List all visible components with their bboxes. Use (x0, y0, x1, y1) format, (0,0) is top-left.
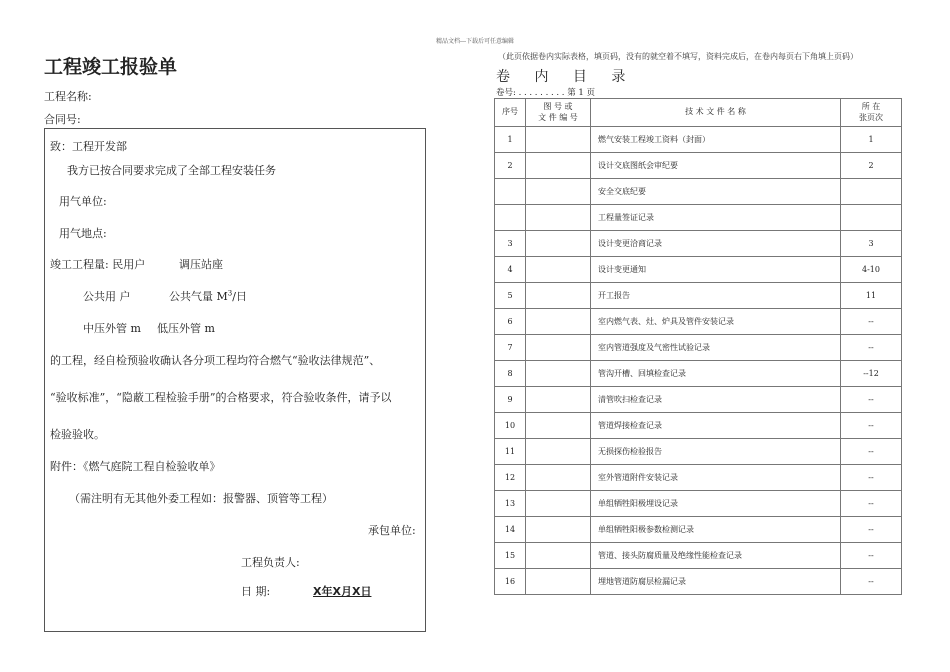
remark-line: （需注明有无其他外委工程如：报警器、顶管等工程） (69, 492, 333, 505)
row-doc-number (526, 205, 591, 231)
row-page: -- (841, 335, 902, 361)
gas-location-label: 用气地点: (59, 227, 107, 240)
row-doc-name: 安全交底纪要 (591, 179, 841, 205)
row-doc-name: 单组牺牲阳极埋设记录 (591, 491, 841, 517)
row-page: -- (841, 309, 902, 335)
toc-row (495, 127, 902, 153)
row-number: 7 (495, 335, 526, 361)
row-doc-name: 埋地管道防腐层检漏记录 (591, 569, 841, 595)
contract-no-label: 合同号: (44, 113, 81, 126)
date-value: X年X月X日 (313, 585, 372, 598)
row-doc-number (526, 569, 591, 595)
row-doc-number (526, 257, 591, 283)
row-doc-number (526, 517, 591, 543)
toc-row (495, 231, 902, 257)
public-users-label: 公共用 户 (83, 290, 131, 303)
toc-row (495, 387, 902, 413)
col-seq-header: 序号 (495, 99, 526, 127)
row-doc-name: 单组牺牲阳极参数检测记录 (591, 517, 841, 543)
row-number: 10 (495, 413, 526, 439)
row-doc-name: 室外管道附件安装记录 (591, 465, 841, 491)
toc-table (494, 98, 902, 595)
row-doc-number (526, 491, 591, 517)
row-doc-number (526, 179, 591, 205)
row-doc-number (526, 309, 591, 335)
row-doc-number (526, 387, 591, 413)
row-doc-name: 设计变更洽商记录 (591, 231, 841, 257)
row-doc-number (526, 543, 591, 569)
col-docno-header: 图 号 或 文 件 编 号 (526, 99, 591, 127)
row-page: -- (841, 569, 902, 595)
row-doc-number (526, 283, 591, 309)
row-doc-name: 管道焊接检查记录 (591, 413, 841, 439)
toc-instruction-note: （此页依据卷内实际表格，填页码，没有的就空着不填写，资料完成后，在卷内每页右下角填上页码） (498, 52, 858, 61)
regulator-station-label: 调压站座 (179, 258, 223, 271)
form-title: 工程竣工报验单 (44, 56, 178, 78)
conclusion-line-3: 检验验收。 (50, 428, 105, 441)
row-page (841, 179, 902, 205)
row-page: -- (841, 413, 902, 439)
toc-row (495, 335, 902, 361)
toc-row (495, 491, 902, 517)
toc-title: 卷 内 目 录 (496, 69, 636, 85)
conclusion-line-1: 的工程，经自检预验收确认各分项工程均符合燃气“验收法律规范”、 (50, 354, 381, 367)
row-doc-number (526, 413, 591, 439)
row-number: 6 (495, 309, 526, 335)
toc-row (495, 465, 902, 491)
row-doc-number (526, 361, 591, 387)
row-doc-number (526, 127, 591, 153)
row-page: 11 (841, 283, 902, 309)
row-doc-number (526, 439, 591, 465)
toc-header-row (495, 99, 902, 127)
row-doc-name: 开工报告 (591, 283, 841, 309)
manager-label: 工程负责人: (241, 556, 300, 569)
row-number: 5 (495, 283, 526, 309)
row-number: 3 (495, 231, 526, 257)
contractor-label: 承包单位: (368, 524, 416, 537)
row-number (495, 205, 526, 231)
row-doc-name: 室内燃气表、灶、炉具及管件安装记录 (591, 309, 841, 335)
col-page-header: 所 在 张页次 (841, 99, 902, 127)
row-number: 11 (495, 439, 526, 465)
row-page: -- (841, 439, 902, 465)
completion-statement: 我方已按合同要求完成了全部工程安装任务 (67, 164, 276, 177)
row-page: -- (841, 465, 902, 491)
row-page: --12 (841, 361, 902, 387)
gas-unit-label: 用气单位: (59, 195, 107, 208)
quantity-label: 竣工工程量: 民用户 (50, 258, 146, 271)
project-name-label: 工程名称: (44, 90, 92, 103)
conclusion-line-2: “验收标准”，“隐蔽工程检验手册”的合格要求，符合验收条件，请予以 (50, 391, 392, 404)
page-header-note: 精品文档---下载后可任意编辑 (435, 38, 515, 45)
row-number (495, 179, 526, 205)
toc-row (495, 205, 902, 231)
row-page: 4-10 (841, 257, 902, 283)
row-page: -- (841, 491, 902, 517)
toc-row (495, 257, 902, 283)
row-page: 1 (841, 127, 902, 153)
row-doc-name: 管沟开槽、回填检查记录 (591, 361, 841, 387)
row-number: 9 (495, 387, 526, 413)
row-number: 2 (495, 153, 526, 179)
low-pressure-pipe-label: 低压外管 m (157, 322, 215, 335)
row-doc-number (526, 335, 591, 361)
row-number: 8 (495, 361, 526, 387)
report-form-box (44, 128, 426, 632)
addressee: 致：工程开发部 (50, 140, 127, 153)
row-doc-name: 无损探伤检验报告 (591, 439, 841, 465)
row-number: 4 (495, 257, 526, 283)
attachment-line: 附件：《燃气庭院工程自检验收单》 (50, 460, 221, 473)
row-number: 12 (495, 465, 526, 491)
public-gas-label: 公共气量 $M^3/$日 (169, 289, 247, 303)
row-number: 13 (495, 491, 526, 517)
col-name-header: 技 术 文 件 名 称 (591, 99, 841, 127)
row-page: 3 (841, 231, 902, 257)
toc-row (495, 179, 902, 205)
toc-row (495, 153, 902, 179)
mid-pressure-pipe-label: 中压外管 m (83, 322, 141, 335)
row-doc-name: 管道、接头防腐质量及绝缘性能检查记录 (591, 543, 841, 569)
row-page: -- (841, 543, 902, 569)
toc-row (495, 569, 902, 595)
toc-row (495, 283, 902, 309)
row-doc-name: 清管吹扫检查记录 (591, 387, 841, 413)
row-doc-name: 工程量签证记录 (591, 205, 841, 231)
toc-row (495, 413, 902, 439)
row-number: 16 (495, 569, 526, 595)
toc-row (495, 543, 902, 569)
row-number: 14 (495, 517, 526, 543)
date-label: 日 期: (241, 585, 271, 598)
row-number: 15 (495, 543, 526, 569)
row-page: 2 (841, 153, 902, 179)
row-page (841, 205, 902, 231)
toc-row (495, 361, 902, 387)
row-doc-name: 设计交底图纸会审纪要 (591, 153, 841, 179)
row-doc-name: 燃气安装工程竣工资料（封面） (591, 127, 841, 153)
row-doc-number (526, 465, 591, 491)
row-page: -- (841, 517, 902, 543)
row-doc-number (526, 153, 591, 179)
volume-number-line: 卷号: . . . . . . . . . 第 1 页 (496, 88, 596, 98)
row-number: 1 (495, 127, 526, 153)
toc-row (495, 517, 902, 543)
toc-row (495, 439, 902, 465)
toc-row (495, 309, 902, 335)
row-doc-name: 室内管道强度及气密性试验记录 (591, 335, 841, 361)
row-page: -- (841, 387, 902, 413)
row-doc-name: 设计变更通知 (591, 257, 841, 283)
row-doc-number (526, 231, 591, 257)
